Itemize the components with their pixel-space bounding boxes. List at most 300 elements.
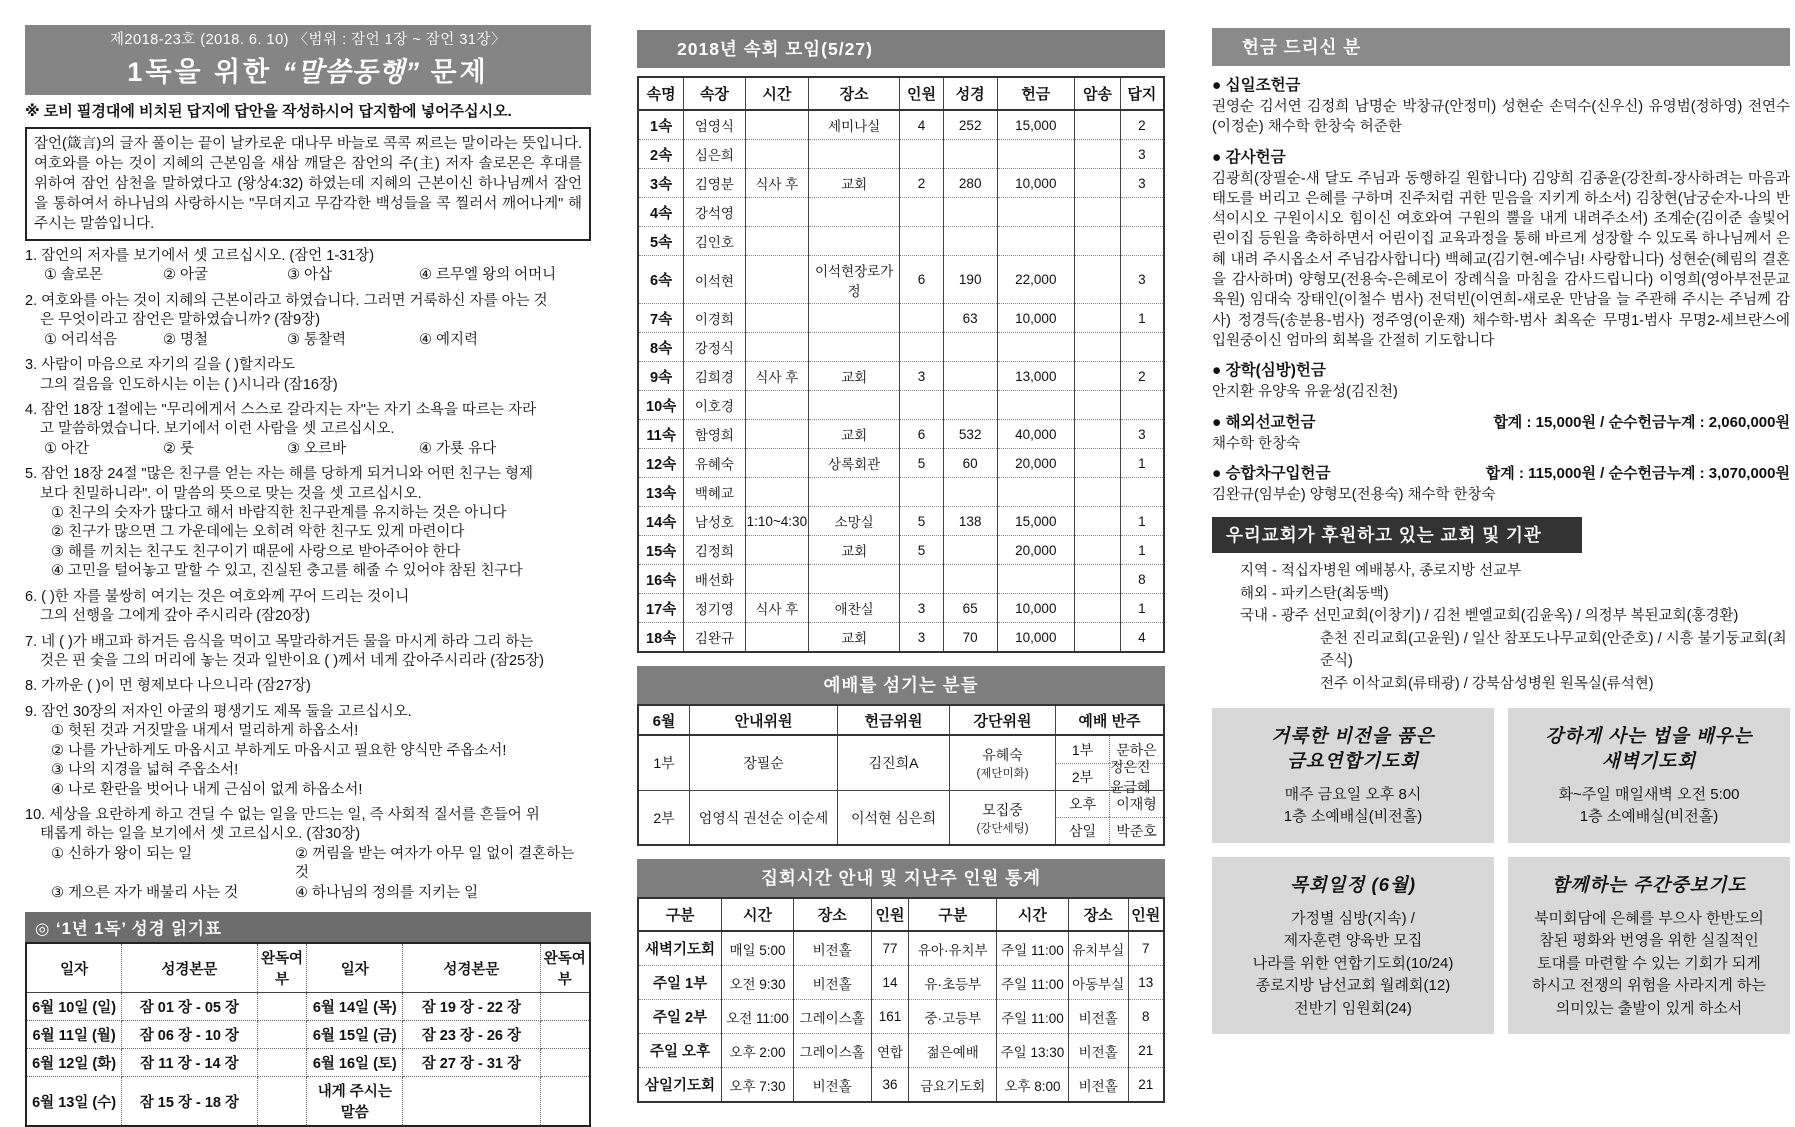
info-box-line: 하시고 전쟁의 위험을 사라지게 하는: [1531, 977, 1767, 995]
cell: 그레이스홀: [793, 1034, 871, 1068]
cell: 유혜숙: [684, 449, 745, 478]
cell: [1075, 362, 1121, 391]
cell: 15,000: [997, 110, 1075, 140]
cell: 15,000: [997, 507, 1075, 536]
cell: 오후 8:00: [997, 1068, 1069, 1103]
cell: [997, 391, 1075, 420]
schedule-banner: 집회시간 안내 및 지난주 인원 통계: [637, 859, 1165, 897]
cell: 40,000: [997, 420, 1075, 449]
question: [25, 806, 591, 903]
question: [25, 247, 591, 286]
offering-names: 김완규(임부순) 양형모(전용숙) 채수학 한창숙: [1212, 486, 1496, 503]
offering-names: 채수학 한창숙: [1212, 435, 1301, 452]
cell: 3속: [638, 169, 684, 198]
question-options: [25, 440, 591, 459]
cell: 3: [900, 623, 944, 653]
support-line: 해외 - 파키스탄(최동백): [1240, 585, 1389, 602]
cell: 13속: [638, 478, 684, 507]
cell: [1075, 420, 1121, 449]
option: ② 나를 가난하게도 마옵시고 부하게도 마옵시고 필요한 양식만 주옵소서!: [51, 742, 507, 759]
info-box-line: 1층 소예배실(비전홀): [1283, 808, 1423, 826]
cell: 1부: [653, 755, 675, 771]
cell: 17속: [638, 594, 684, 623]
table-row: [638, 391, 1164, 420]
cell: 이석현: [684, 256, 745, 304]
cell: 김완규: [684, 623, 745, 653]
cell: 애찬실: [809, 594, 900, 623]
option: ③ 나의 지경을 넓혀 주옵소서!: [51, 762, 239, 779]
question-options: [25, 722, 591, 800]
offering-total: 합계 : 15,000원 / 순수헌금누계 : 2,060,000원: [1493, 413, 1790, 431]
support-line: 전주 이삭교회(류태광) / 강북삼성병원 원목실(류석현): [1320, 675, 1654, 692]
support-line: 국내 - 광주 선민교회(이창기) / 김천 벧엘교회(김윤옥) / 의정부 복된교회(홍경환): [1240, 608, 1739, 625]
cell: 161: [871, 1000, 909, 1034]
cell: 비전홀: [1068, 1068, 1128, 1103]
cell: [809, 333, 900, 362]
info-box: [1508, 857, 1790, 1034]
cell: [1120, 227, 1164, 256]
cell: 금요기도회: [909, 1068, 997, 1103]
cell: 252: [943, 110, 997, 140]
cell: 13,000: [997, 362, 1075, 391]
cell: [943, 140, 997, 169]
cell: 비전홀: [1068, 1000, 1128, 1034]
cell: [900, 140, 944, 169]
header-row: [638, 77, 1164, 110]
cell-meeting-table: [637, 76, 1165, 653]
question-line: 것은 핀 숯을 그의 머리에 놓는 것과 일반이요 ( )께서 네게 갚아주시리라 (잠25장): [40, 653, 544, 670]
col-header: 일자: [307, 943, 403, 993]
cell: [1075, 227, 1121, 256]
offering-title: ● 장학(심방)헌금: [1212, 362, 1326, 380]
cell: [745, 623, 808, 653]
table-row: [26, 1077, 590, 1127]
quiz-title: 1독을 위한 “말씀동행” 문제: [127, 57, 489, 87]
col-header: 시간: [745, 77, 808, 110]
offering-section: [1212, 410, 1790, 454]
col-header: 암송: [1075, 77, 1121, 110]
cell: [745, 449, 808, 478]
cell: 4: [900, 110, 944, 140]
col-header: 인원: [871, 898, 909, 931]
question: [25, 633, 591, 672]
cell: [1075, 304, 1121, 333]
col-header: 헌금위원: [837, 706, 949, 736]
info-box-title: 거룩한 비전을 품은 금요연합기도회: [1271, 724, 1435, 771]
quiz-title-banner: [25, 25, 591, 95]
col-header: 성경: [943, 77, 997, 110]
cell: 김희경: [684, 362, 745, 391]
table-row: [638, 304, 1164, 333]
cell: 주일 오후: [638, 1034, 722, 1068]
col-header: 완독여부: [540, 943, 590, 993]
info-box-title: 목회일정 (6월): [1289, 873, 1417, 895]
table-row: [638, 362, 1164, 391]
cell: 연합: [871, 1034, 909, 1068]
info-box: [1508, 708, 1790, 843]
cell: 16속: [638, 565, 684, 594]
cell: 190: [943, 256, 997, 304]
cell: 교회: [809, 536, 900, 565]
cell: 5속: [638, 227, 684, 256]
cell: 교회: [809, 420, 900, 449]
cell: [900, 391, 944, 420]
question-line: 1. 잠언의 저자를 보기에서 셋 고르십시오. (잠언 1-31장): [25, 248, 375, 264]
info-box-line: 토대를 마련할 수 있는 기회가 되게: [1537, 954, 1761, 972]
cell: 65: [943, 594, 997, 623]
support-line: 춘천 진리교회(고윤원) / 일산 참포도나무교회(안준호) / 시흥 불기둥교회(최준식): [1320, 630, 1787, 670]
cell: 1속: [650, 118, 673, 135]
cell: 1:10~4:30: [745, 507, 808, 536]
cell: 1: [1120, 536, 1164, 565]
cell: [943, 362, 997, 391]
cell: 유아·유치부: [909, 931, 997, 966]
cell: [809, 304, 900, 333]
table-row: [638, 623, 1164, 653]
intro-box: 잠언(箴言)의 글자 풀이는 끝이 날카로운 대나무 바늘로 콕콕 찌르는 말이라는 뜻입니다. 여호와를 아는 것이 지혜의 근본임을 새삼 깨달은 잠언의 주(主) 저자 솔로몬은 후대를 위하여 잠언 삼천을 말하였다고 (왕상4:32) 하였는데 지혜의 근본이신 하나님께서 잠언을 통하여서 하나님의 사랑하시는 "무뎌지고 무감각한 백성들을 콕 찔러서 깨어나게" 해주시는 말씀입니다.: [25, 127, 591, 241]
option: ④ 르무엘 왕의 어머니: [419, 267, 557, 284]
info-box-line: 나라를 위한 연합기도회(10/24): [1252, 954, 1454, 972]
offering-sections: [1212, 73, 1790, 505]
option: ② 명철: [163, 331, 209, 348]
cell: 20,000: [997, 449, 1075, 478]
table-row: [638, 507, 1164, 536]
cell: 6월 15일 (금): [307, 1021, 403, 1049]
table-row: [638, 478, 1164, 507]
info-box-line: 의미있는 출발이 있게 하소서: [1555, 999, 1743, 1017]
schedule-body: [638, 931, 1164, 1102]
table-row: [638, 594, 1164, 623]
question: [25, 703, 591, 800]
cell: 11속: [638, 420, 684, 449]
cell: 잠 11 장 - 14 장: [122, 1049, 257, 1077]
question-options: [25, 266, 591, 285]
cell: 5: [900, 507, 944, 536]
cell: [997, 198, 1075, 227]
cell: 2: [1120, 110, 1164, 140]
cell: 박준호: [1109, 817, 1163, 844]
option: ④ 예지력: [419, 331, 479, 348]
offering-section: [1212, 358, 1790, 402]
cell: 주일 11:00: [997, 966, 1069, 1000]
option: ④ 가룟 유다: [419, 440, 497, 457]
col-header: 시간: [722, 898, 794, 931]
cell: 60: [943, 449, 997, 478]
cell: 주일 11:00: [997, 931, 1069, 966]
cell: 잠 19 장 - 22 장: [403, 993, 540, 1021]
table-row: [26, 993, 590, 1021]
question: [25, 356, 591, 395]
cell: [997, 227, 1075, 256]
option: ② 꺼림을 받는 여자가 아무 일 없이 결혼하는 것: [295, 845, 575, 882]
cell: 2부: [639, 790, 689, 844]
question-line: 9. 잠언 30장의 저자인 아굴의 평생기도 제목 둘을 고르십시오.: [25, 703, 412, 720]
cell: 잠 27 장 - 31 장: [403, 1049, 540, 1077]
option: ① 친구의 숫자가 많다고 해서 바람직한 친구관계를 유지하는 것은 아니다: [51, 505, 507, 522]
servers-table: [637, 704, 1165, 846]
cell: [540, 1021, 590, 1049]
info-box-line: 제자훈련 양육반 모집: [1283, 932, 1423, 950]
offering-section: [1212, 73, 1790, 138]
table-row: [638, 140, 1164, 169]
cell: [745, 227, 808, 256]
cell: [540, 1077, 590, 1127]
question: [25, 677, 591, 696]
offering-title: ● 십일조헌금: [1212, 77, 1301, 94]
cell: [1120, 198, 1164, 227]
question-line: 그의 걸음을 인도하시는 이는 ( )시니라 (잠16장): [40, 376, 338, 393]
cell: 280: [943, 169, 997, 198]
cell: 10,000: [997, 169, 1075, 198]
cell: [745, 420, 808, 449]
cell: [1075, 594, 1121, 623]
cell: 8: [1128, 1000, 1164, 1034]
support-line: 지역 - 적십자병원 예배봉사, 종로지방 선교부: [1240, 563, 1522, 580]
cell: 1: [1120, 449, 1164, 478]
cell: 식사 후: [745, 594, 808, 623]
table-row: [638, 169, 1164, 198]
question-line: 6. ( )한 자를 불쌍히 여기는 것은 여호와께 꾸어 드리는 것이니: [25, 588, 410, 605]
cell: 21: [1128, 1068, 1164, 1103]
question-line: 은 무엇이라고 잠언은 말하였습니까? (잠9장): [40, 312, 321, 329]
cell: 6월 16일 (토): [307, 1049, 403, 1077]
cell: 소망실: [809, 507, 900, 536]
cell: [943, 565, 997, 594]
cell: 13: [1128, 966, 1164, 1000]
option: ② 룻: [163, 440, 195, 457]
cell: 비전홀: [1068, 1034, 1128, 1068]
cell: [1075, 140, 1121, 169]
col-header: 강단위원: [949, 706, 1055, 736]
cell: 교회: [809, 623, 900, 653]
cell: 22,000: [997, 256, 1075, 304]
question-line: 고 말씀하였습니다. 보기에서 이런 사람을 셋 고르십시오.: [40, 421, 395, 438]
cell: [1075, 565, 1121, 594]
question-line: 3. 사람이 마음으로 자기의 길을 ( )할지라도: [25, 357, 296, 374]
cell: 남성호: [684, 507, 745, 536]
cell: 70: [943, 623, 997, 653]
cell: 3: [900, 362, 944, 391]
cell: [997, 565, 1075, 594]
option: ④ 고민을 털어놓고 말할 수 있고, 진실된 충고를 해줄 수 있어야 참된 친구다: [51, 563, 523, 580]
cell: 15속: [638, 536, 684, 565]
info-boxes: [1212, 708, 1790, 1034]
question: [25, 588, 591, 627]
cell: [745, 391, 808, 420]
table-row: [638, 198, 1164, 227]
cell: 3: [1120, 420, 1164, 449]
cell: 10,000: [997, 304, 1075, 333]
offering-total: 합계 : 115,000원 / 순수헌금누계 : 3,070,000원: [1485, 464, 1790, 482]
cell: 비전홀: [793, 966, 871, 1000]
col-header: 일자: [26, 943, 122, 993]
col-header: 인원: [1128, 898, 1164, 931]
option: ③ 오르바: [287, 440, 347, 457]
cell: 비전홀: [793, 1068, 871, 1103]
cell: 2속: [638, 140, 684, 169]
cell: 3: [1120, 140, 1164, 169]
cell: [1075, 333, 1121, 362]
cell: 6월 12일 (화): [26, 1049, 122, 1077]
cell: 정은진 윤금혜: [1109, 763, 1163, 790]
cell: [943, 391, 997, 420]
cell: 6속: [638, 256, 684, 304]
cell: [943, 198, 997, 227]
reading-plan-banner: ◎ ‘1년 1독’ 성경 읽기표: [25, 912, 591, 942]
cell: [1120, 391, 1164, 420]
info-box-title: 함께하는 주간중보기도: [1551, 873, 1747, 895]
offering-names: 권영순 김서연 김정희 남명순 박창규(안정미) 성현순 손덕수(신우신) 유영범(정하영) 전연수(이정순) 채수학 한창숙 허준한: [1212, 99, 1790, 136]
cell: [257, 1077, 307, 1127]
cell: [745, 256, 808, 304]
option: ① 어리석음: [44, 331, 118, 348]
cell: [1075, 536, 1121, 565]
info-box-title: 강하게 사는 법을 배우는 새벽기도회: [1545, 724, 1753, 771]
cell: 잠 15 장 - 18 장: [122, 1077, 257, 1127]
cell: 5: [900, 449, 944, 478]
col-header: 구분: [638, 898, 722, 931]
col-header: 성경본문: [122, 943, 257, 993]
cell: [745, 333, 808, 362]
cell: 77: [871, 931, 909, 966]
cell: 이석현 심은희: [837, 790, 949, 844]
cell: [403, 1077, 540, 1127]
cell: 김정희: [684, 536, 745, 565]
table-row: [638, 536, 1164, 565]
cell: [745, 304, 808, 333]
option: ① 아간: [44, 440, 90, 457]
cell: 9속: [638, 362, 684, 391]
cell: 잠 01 장 - 05 장: [122, 993, 257, 1021]
offering-section: [1212, 145, 1790, 352]
table-row: [638, 931, 1164, 966]
col-header: 완독여부: [257, 943, 307, 993]
table-row: [638, 565, 1164, 594]
cell: [1120, 478, 1164, 507]
cell: 오후 2:00: [722, 1034, 794, 1068]
offering-banner: 헌금 드리신 분: [1212, 28, 1790, 66]
cell: 백혜교: [684, 478, 745, 507]
cell: [1120, 333, 1164, 362]
table-row: [26, 1049, 590, 1077]
cell: 아동부실: [1068, 966, 1128, 1000]
option: ③ 게으른 자가 배불리 사는 것: [51, 884, 239, 901]
question-line: 보다 친밀하니라". 이 말씀의 뜻으로 맞는 것을 셋 고르십시오.: [40, 485, 422, 502]
cell: [257, 993, 307, 1021]
offering-section: [1212, 461, 1790, 505]
cell: 식사 후: [745, 169, 808, 198]
questions-list: [25, 247, 591, 903]
cell: 내게 주시는 말씀: [307, 1077, 403, 1127]
cell: [745, 565, 808, 594]
schedule-header: [638, 898, 1164, 931]
col-header: 인원: [900, 77, 944, 110]
cell: [745, 478, 808, 507]
cell: 잠 06 장 - 10 장: [122, 1021, 257, 1049]
option: ① 헛된 것과 거짓말을 내게서 멀리하게 하옵소서!: [51, 723, 359, 740]
info-box-line: 종로지방 남선교회 월례회(12): [1255, 977, 1451, 995]
cell: 식사 후: [745, 362, 808, 391]
cell: 532: [943, 420, 997, 449]
cell: 삼일: [1055, 817, 1109, 844]
table-row: [638, 966, 1164, 1000]
info-box-line: 전반기 임원회(24): [1294, 999, 1412, 1017]
question-line: 태롭게 하는 일을 보기에서 셋 고르십시오. (잠30장): [40, 826, 361, 843]
cell: 63: [943, 304, 997, 333]
option: ② 친구가 많으면 그 가운데에는 오히려 악한 친구도 있게 마련이다: [51, 524, 465, 541]
cell: [997, 140, 1075, 169]
question-line: 4. 잠언 18장 1절에는 "무리에게서 스스로 갈라지는 자"는 자기 소욕을 따르는 자라: [25, 401, 537, 418]
question-line: 그의 선행을 그에게 갚아 주시리라 (잠20장): [40, 608, 311, 625]
option: ① 솔로몬: [44, 267, 104, 284]
col-header: 예배 반주: [1055, 706, 1163, 736]
servers-banner: 예배를 섬기는 분들: [637, 666, 1165, 704]
info-box-line: 화~주일 매일새벽 오전 5:00: [1558, 785, 1740, 803]
question-line: 8. 가까운 ( )이 먼 형제보다 나으니라 (잠27장): [25, 678, 311, 695]
cell: 6: [900, 420, 944, 449]
offering-title: ● 해외선교헌금 합계 : 15,000원 / 순수헌금누계 : 2,060,000원: [1212, 410, 1790, 432]
col-header: 시간: [997, 898, 1069, 931]
cell: 2: [900, 169, 944, 198]
cell: 김인호: [684, 227, 745, 256]
cell: 6월 13일 (수): [26, 1077, 122, 1127]
cell: 10속: [638, 391, 684, 420]
cell: 5: [900, 536, 944, 565]
cell: 주일 2부: [638, 1000, 722, 1034]
cell: [900, 198, 944, 227]
cell: 배선화: [684, 565, 745, 594]
cell: 주일 13:30: [997, 1034, 1069, 1068]
offering-title: ● 승합차구입헌금 합계 : 115,000원 / 순수헌금누계 : 3,070,000원: [1212, 461, 1790, 483]
info-box-line: 가정별 심방(지속) /: [1291, 909, 1415, 927]
option: ③ 아삽: [287, 267, 333, 284]
info-box: [1212, 708, 1494, 843]
offering-title: ● 감사헌금: [1212, 148, 1286, 166]
cell: 8: [1120, 565, 1164, 594]
cell: [1075, 198, 1121, 227]
cell: 7속: [638, 304, 684, 333]
cell: [1075, 169, 1121, 198]
cell: [943, 227, 997, 256]
header-row: [26, 943, 590, 993]
cell: 14: [871, 966, 909, 1000]
cell: 젊은예배: [909, 1034, 997, 1068]
cell: 138: [943, 507, 997, 536]
schedule-table: [637, 897, 1165, 1103]
cell: 교회: [809, 169, 900, 198]
col-header: 구분: [909, 898, 997, 931]
col-header: 성경본문: [403, 943, 540, 993]
cell: 4속: [638, 198, 684, 227]
cell: 엄영식 권선순 이순세: [689, 790, 837, 844]
cell: [943, 536, 997, 565]
cell: [809, 478, 900, 507]
option: ② 아굴: [163, 267, 209, 284]
col-header: 헌금: [997, 77, 1075, 110]
cell: [1075, 478, 1121, 507]
script-word: “말씀동행”: [282, 57, 420, 87]
cell: 김영분: [684, 169, 745, 198]
header-row: [638, 898, 1164, 931]
cell: 주일 1부: [638, 966, 722, 1000]
cell: 주일 11:00: [997, 1000, 1069, 1034]
cell: 유치부실: [1068, 931, 1128, 966]
cell: 매일 5:00: [722, 931, 794, 966]
info-box-line: 북미회담에 은혜를 부으사 한반도의: [1534, 909, 1764, 927]
cell: 유·초등부: [909, 966, 997, 1000]
cell: 이재형: [1109, 790, 1163, 817]
cell: 함영희: [684, 420, 745, 449]
